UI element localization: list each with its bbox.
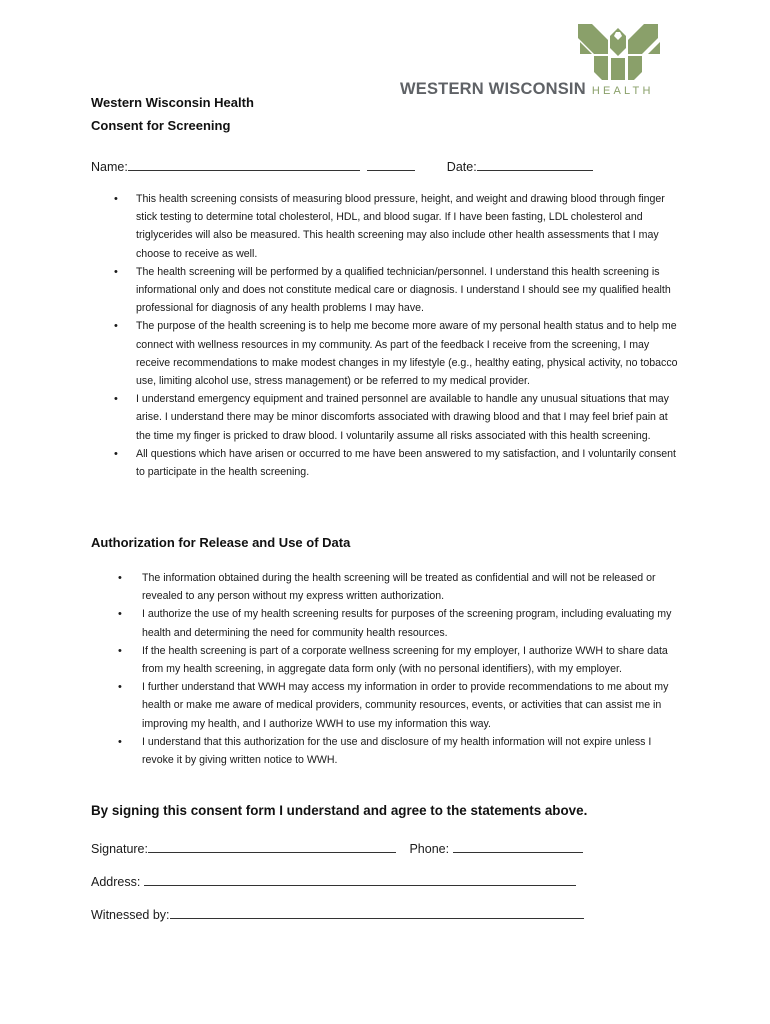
- list-item-text: I understand emergency equipment and trained personnel are available to handle any unusual situations that may arise. I understand there may be minor discomforts associated with drawing blood and that I may feel brief pain at the time my finger is pricked to draw blood. I voluntarily assume all risks associated with this health screening.: [136, 393, 669, 442]
- agreement-statement: By signing this consent form I understand and agree to the statements above.: [91, 803, 588, 818]
- list-item: [118, 605, 682, 641]
- address-label: Address:: [91, 875, 141, 889]
- logo-brand-name: WESTERN WISCONSIN: [400, 80, 586, 98]
- logo-brand-suffix: HEALTH: [591, 85, 654, 97]
- list-item-text: I further understand that WWH may access my information in order to provide recommendations to me about my health or make me aware of medical providers, community resources, events, or activities that can assist me in improving my health, and I authorize WWH to use my information this way.: [142, 681, 669, 730]
- list-item-text: The health screening will be performed by a qualified technician/personnel. I understand this health screening is informational only and does not constitute medical care or diagnosis. I understand I should see my qualified health professional for diagnosis of any health problems I may have.: [136, 265, 671, 315]
- wwh-logo-wordmark: [400, 80, 654, 99]
- address-row: [91, 872, 576, 889]
- witness-field[interactable]: [170, 905, 584, 919]
- name-label: Name:: [91, 160, 128, 174]
- authorization-list: [118, 569, 682, 769]
- list-item: [118, 642, 682, 678]
- bullet-icon: •: [118, 644, 122, 657]
- list-item: [114, 317, 681, 390]
- list-item: [114, 390, 681, 445]
- screening-terms-list: [114, 190, 681, 481]
- date-label: Date:: [446, 160, 477, 174]
- phone-field[interactable]: [453, 839, 583, 853]
- form-title: Consent for Screening: [91, 118, 231, 133]
- signature-field[interactable]: [148, 839, 396, 853]
- list-item-text: The information obtained during the health screening will be treated as confidential and will not be released or revealed to any person without my express written authorization.: [142, 572, 656, 603]
- list-item-text: This health screening consists of measuring blood pressure, height, and weight and drawing blood through finger stick testing to determine total cholesterol, HDL, and blood sugar. If I have been fasting, LDL cholesterol and triglycerides will also be measured. This health screening may also include other health assessments that I may choose to receive as well.: [136, 193, 665, 260]
- bullet-icon: •: [114, 193, 118, 205]
- bullet-icon: •: [114, 447, 118, 460]
- list-item: [114, 445, 681, 481]
- bullet-icon: •: [118, 608, 122, 621]
- bullet-icon: •: [114, 320, 118, 333]
- witness-label: Witnessed by:: [91, 908, 170, 922]
- name-date-row: [91, 157, 593, 174]
- witness-row: [91, 905, 584, 922]
- list-item: [118, 678, 682, 733]
- signature-phone-row: [91, 839, 583, 856]
- signature-label: Signature:: [91, 842, 148, 856]
- list-item-text: If the health screening is part of a corporate wellness screening for my employer, I authorize WWH to share data from my health screening, in aggregate data form only (with no personal identifiers), with my employer.: [142, 644, 668, 676]
- phone-label: Phone:: [409, 842, 450, 856]
- address-field[interactable]: [144, 872, 576, 886]
- authorization-heading: Authorization for Release and Use of Data: [91, 535, 351, 550]
- name-field-extra[interactable]: [367, 157, 415, 171]
- date-field[interactable]: [477, 157, 593, 171]
- org-title: Western Wisconsin Health: [91, 95, 254, 110]
- list-item: [118, 569, 682, 605]
- list-item-text: All questions which have arisen or occurred to me have been answered to my satisfaction, and I voluntarily consent to participate in the health screening.: [136, 447, 676, 479]
- bullet-icon: •: [114, 265, 118, 278]
- bullet-icon: •: [118, 681, 122, 694]
- bullet-icon: •: [118, 572, 122, 584]
- list-item-text: I understand that this authorization for the use and disclosure of my health information will not expire unless I revoke it by giving written notice to WWH.: [142, 735, 652, 767]
- list-item: [114, 263, 681, 318]
- wwh-logo: [400, 18, 662, 100]
- name-field[interactable]: [128, 157, 360, 171]
- list-item: [118, 733, 682, 769]
- bullet-icon: •: [114, 393, 118, 406]
- list-item: [114, 190, 681, 263]
- list-item-text: The purpose of the health screening is to help me become more aware of my personal health status and to help me connect with wellness resources in my community. As part of the feedback I receive from the screening, I may receive recommendations to make modest changes in my lifestyle (e.g., healthy eating, physical activity, no tobacco use, limiting alcohol use, stress management) or be referred to my medical provider.: [136, 320, 678, 388]
- list-item-text: I authorize the use of my health screening results for purposes of the screening program, including evaluating my health and determining the need for community health resources.: [142, 608, 672, 639]
- bullet-icon: •: [118, 735, 122, 748]
- wwh-logo-mark-icon: [578, 18, 662, 82]
